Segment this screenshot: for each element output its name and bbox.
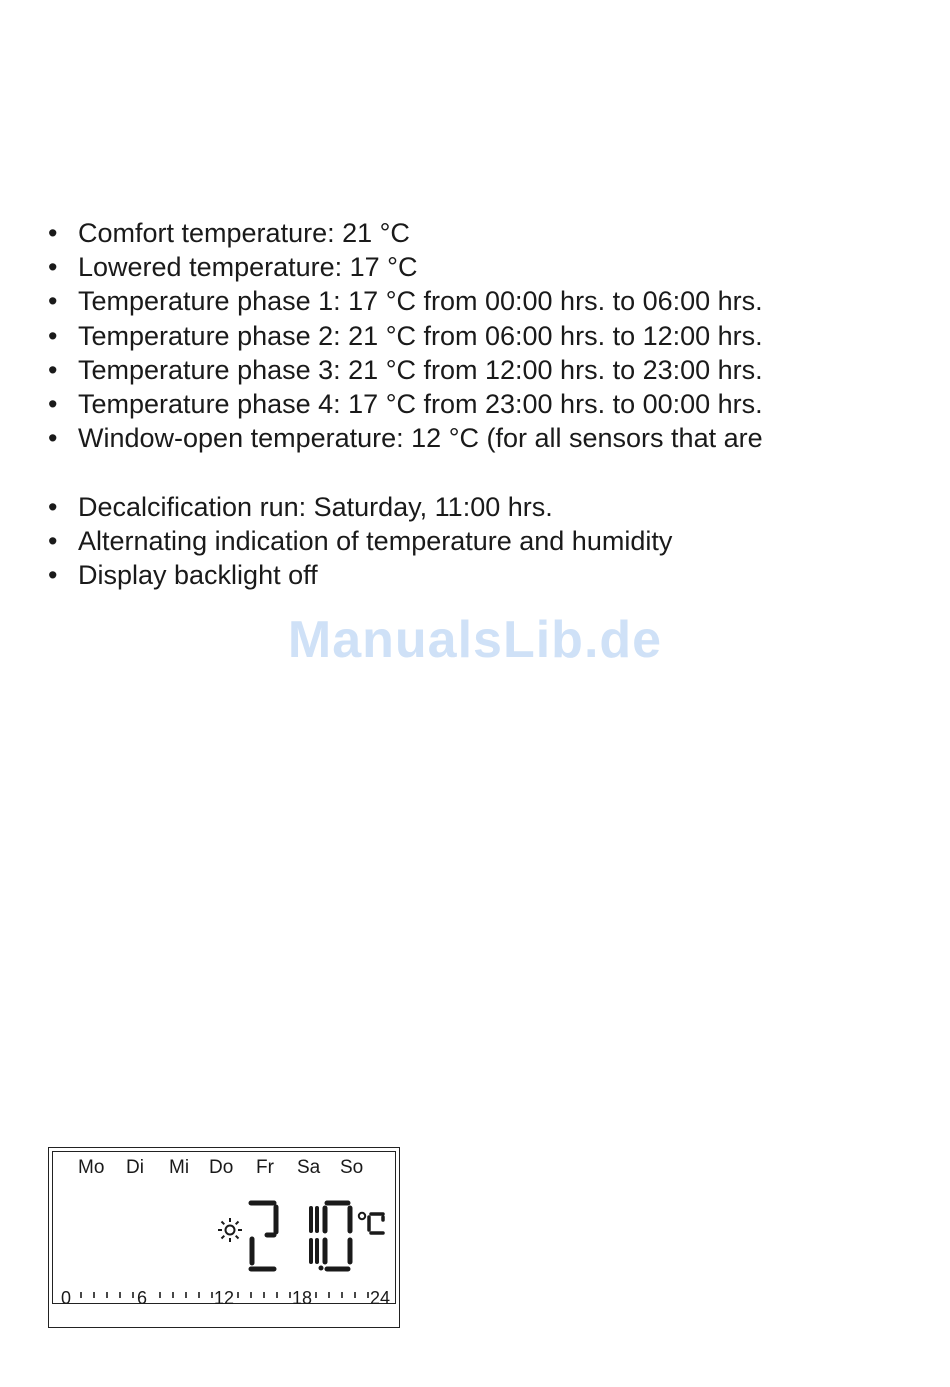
timebar-label-6: 6	[137, 1288, 148, 1308]
sun-icon	[218, 1218, 242, 1242]
list-item: • Window-open temperature: 12 °C (for all sensors that are	[48, 421, 928, 455]
lcd-graphics	[53, 1152, 397, 1308]
bullet-dot: •	[48, 354, 58, 385]
list-item: • Temperature phase 1: 17 °C from 00:00 hrs. to 06:00 hrs.	[48, 284, 928, 318]
day-do: Do	[209, 1157, 234, 1178]
list-item: • Temperature phase 3: 21 °C from 12:00 hrs. to 23:00 hrs.	[48, 353, 928, 387]
digit-2	[251, 1203, 276, 1269]
day-mi: Mi	[169, 1157, 190, 1178]
list-gap	[48, 455, 928, 489]
thermostat-display	[48, 1147, 400, 1328]
bullet-dot: •	[48, 252, 58, 283]
bullet-dot: •	[48, 218, 58, 248]
list-item: • Temperature phase 2: 21 °C from 06:00 hrs. to 12:00 hrs.	[48, 319, 928, 353]
bullet-dot: •	[48, 286, 58, 317]
celsius-c-icon	[369, 1214, 383, 1233]
day-sa: Sa	[297, 1157, 321, 1178]
decimal-point	[319, 1266, 324, 1271]
list-item: • Comfort temperature: 21 °C	[48, 216, 928, 250]
list-item: • Lowered temperature: 17 °C	[48, 250, 928, 284]
digit-0	[325, 1203, 350, 1269]
lcd-screen	[52, 1151, 396, 1308]
day-fr: Fr	[256, 1157, 274, 1178]
bullet-dot: •	[48, 525, 58, 556]
list-item: • Decalcification run: Saturday, 11:00 hrs.	[48, 490, 928, 524]
timebar-label-12: 12	[214, 1288, 235, 1308]
list-item: • Display backlight off	[48, 558, 928, 592]
timebar-label-18: 18	[292, 1288, 313, 1308]
list-item: • Alternating indication of temperature and humidity	[48, 524, 928, 558]
settings-list	[48, 216, 928, 592]
bullet-dot: •	[48, 491, 58, 522]
degree-icon	[359, 1213, 365, 1219]
digit-1	[311, 1208, 317, 1262]
day-so: So	[340, 1157, 364, 1178]
timebar-label-24: 24	[370, 1288, 391, 1308]
bullet-dot: •	[48, 560, 58, 591]
watermark: ManualsLib.de	[287, 611, 663, 669]
bullet-dot: •	[48, 320, 58, 351]
list-item: • Temperature phase 4: 17 °C from 23:00 hrs. to 00:00 hrs.	[48, 387, 928, 421]
bullet-dot: •	[48, 389, 58, 420]
timebar-label-0: 0	[61, 1288, 72, 1308]
day-di: Di	[126, 1157, 144, 1178]
day-mo: Mo	[78, 1157, 105, 1178]
bullet-dot: •	[48, 423, 58, 454]
